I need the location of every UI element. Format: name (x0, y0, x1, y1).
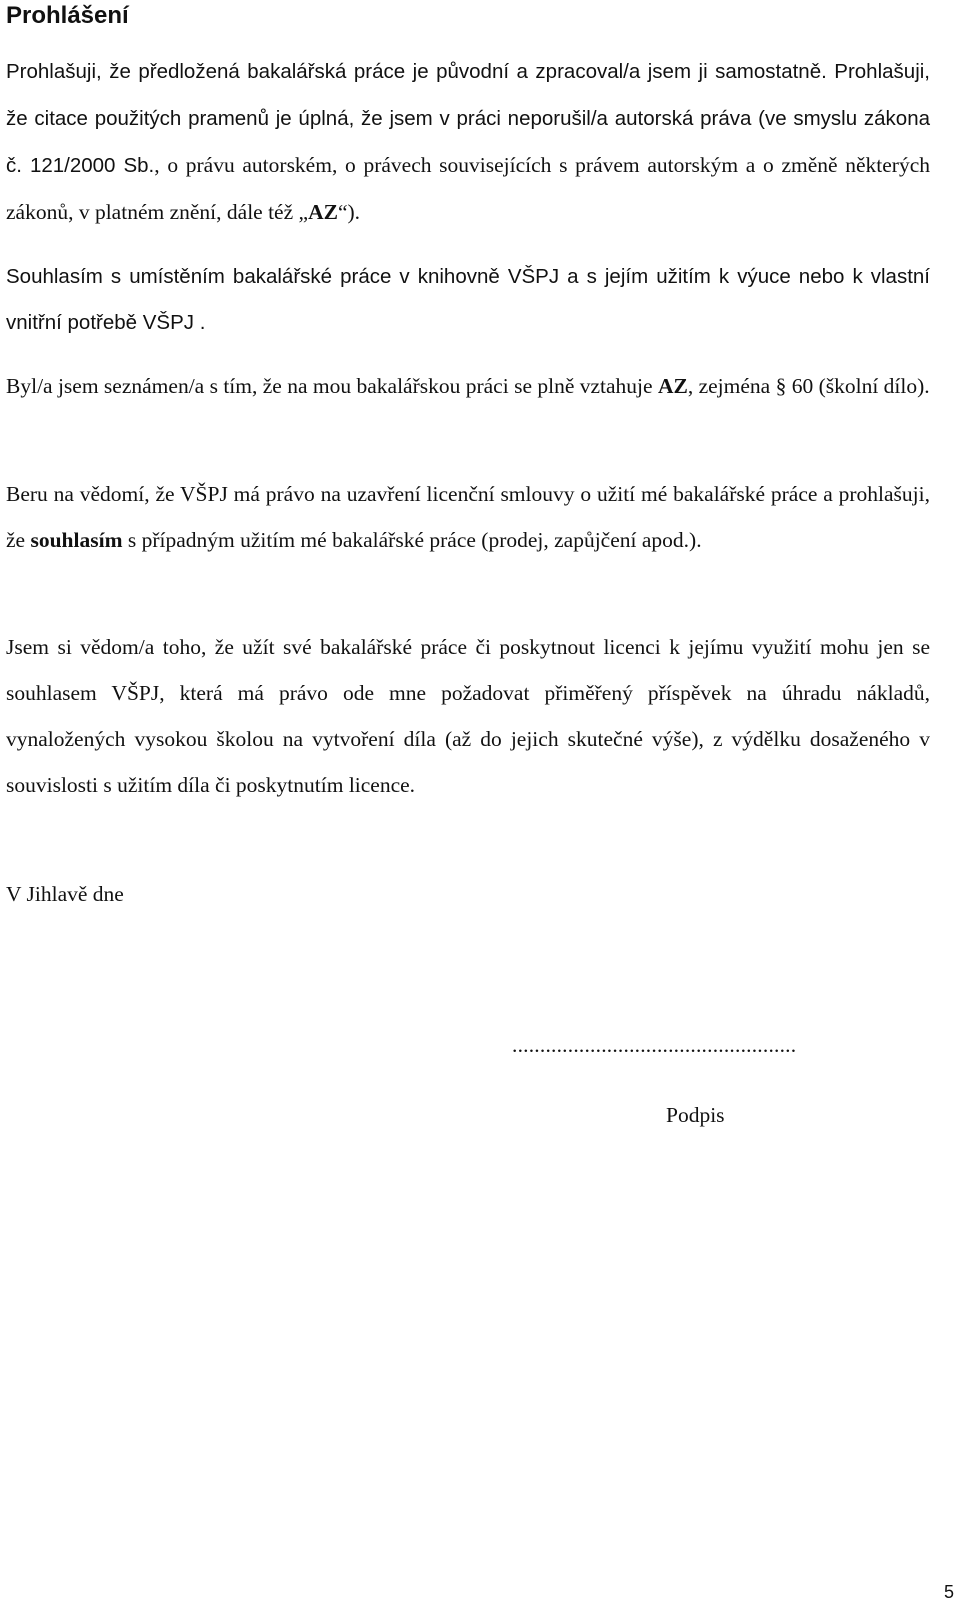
declaration-paragraph-copyright (6, 363, 930, 409)
az-abbreviation: AZ (657, 374, 688, 398)
originality-text-part-3: “). (337, 200, 361, 224)
signature-line: ................................................... (512, 1033, 797, 1057)
copyright-text-part-2: , zejména § 60 (školní dílo). (687, 374, 930, 398)
declaration-paragraph-usage: Jsem si vědom/a toho, že užít své bakalářské práce či poskytnout licenci k jejímu využití mohu jen se souhlasem VŠPJ, která má právo ode mne požadovat přiměřený příspěvek na úhradu nákladů, vynaložených vysokou školou na vytvoření díla (až do jejich skutečné výše), z výdělku dosaženého v souvislosti s užitím díla či poskytnutím licence. (6, 635, 930, 797)
az-abbreviation: AZ (308, 200, 338, 224)
copyright-text-part-1: Byl/a jsem seznámen/a s tím, že na mou bakalářskou práci se plně vztahuje (6, 374, 658, 398)
originality-text-part-1: Prohlašuji, že předložená bakalářská práce je původní a zpracoval/a jsem ji samostatně. Prohlašuji, že citace použitých pramenů je úplná, že jsem v práci neporušil/a autorská práva (ve smyslu zákona č. 121/2000 Sb. (6, 60, 930, 177)
page-number: 5 (943, 1582, 954, 1602)
place-date-line: V Jihlavě dne (6, 882, 124, 906)
declaration-paragraph-license (6, 471, 930, 563)
signature-label: Podpis (666, 1103, 725, 1127)
license-text-part-1: Beru na vědomí, že VŠPJ má právo na uzavření licenční smlouvy o užití mé bakalářské práce a prohlašuji, že (6, 482, 930, 552)
declaration-paragraph-library: Souhlasím s umístěním bakalářské práce v knihovně VŠPJ a s jejím užitím k výuce nebo k vlastní vnitřní potřebě VŠPJ . (6, 265, 930, 334)
license-text-part-2: s případným užitím mé bakalářské práce (prodej, zapůjčení apod.). (122, 528, 702, 552)
page-title: Prohlášení (6, 2, 129, 29)
consent-word: souhlasím (30, 528, 123, 552)
originality-text-part-2: , o právu autorském, o právech souvisejících s právem autorským a o změně některých zákonů, v platném znění, dále též „ (6, 153, 930, 224)
declaration-paragraph-originality (6, 48, 930, 235)
